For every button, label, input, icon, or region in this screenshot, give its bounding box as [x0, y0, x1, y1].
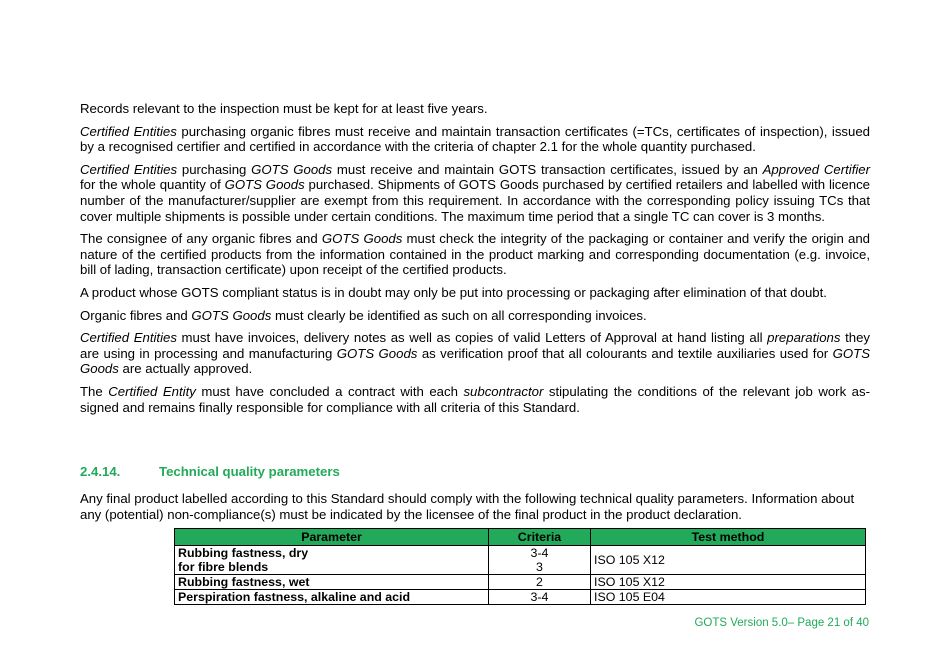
text-segment: must check the integrity of the packaging or container and verify the origin and nature of the certified products from the information contained in the product marking and corresponding documentation (e.g. invoice, bill of lading, transaction certificate) upon receipt of the certified products.: [80, 231, 871, 278]
text-segment: must receive and maintain GOTS transaction certificates, issued by an: [332, 161, 763, 177]
text-segment: must have invoices, delivery notes as well as copies of valid Letters of Approval at hand listing all: [176, 330, 768, 346]
term-certified-entity: Certified Entity: [108, 383, 196, 399]
text-segment: must clearly be identified as such on all corresponding invoices.: [271, 307, 647, 323]
cell-test-method: ISO 105 X12: [591, 546, 866, 575]
text-segment: for the whole quantity of: [80, 177, 225, 193]
cell-test-method: ISO 105 E04: [591, 590, 866, 605]
term-gots-goods: GOTS Goods: [251, 161, 333, 177]
term-certified-entities: Certified Entities: [80, 330, 177, 346]
paragraph-invoices: [80, 308, 870, 324]
text-segment: Organic fibres and: [80, 307, 192, 323]
term-preparations: preparations: [767, 330, 841, 346]
text-segment: The: [80, 383, 109, 399]
paragraph-consignee: [80, 231, 870, 278]
term-approved-certifier: Approved Certifier: [762, 161, 871, 177]
text-segment: purchasing organic fibres must receive and maintain transaction certificates (=TCs, certificates of inspection), issued by a recognised certifier and certified in accordance with the criteria of chapter 2.1 for the whole quantity purchased.: [80, 123, 871, 155]
text-segment: purchasing: [177, 161, 252, 177]
cell-parameter: Perspiration fastness, alkaline and acid: [175, 590, 489, 605]
page-footer: GOTS Version 5.0– Page 21 of 40: [694, 617, 869, 629]
cell-parameter: Rubbing fastness, wet: [175, 575, 489, 590]
cell-criteria: 3-4: [489, 590, 591, 605]
table-header-row: [175, 529, 866, 546]
text-segment: as verification proof that all colourants and textile auxiliaries used for: [417, 345, 833, 361]
cell-test-method: ISO 105 X12: [591, 575, 866, 590]
text-segment: purchased. Shipments of GOTS Goods purchased by certified retailers and labelled with licence number of the manufacturer/supplier are exempt from this requirement. In accordance with the corresponding policy issuing TCs that cover multiple shipments is possible under certain conditions. The maximum time period that a single TC can cover is 3 months.: [80, 177, 870, 224]
paragraph-letters-of-approval: [80, 330, 870, 377]
table-row: [175, 575, 866, 590]
term-gots-goods: GOTS Goods: [224, 177, 305, 193]
term-subcontractor: subcontractor: [463, 383, 544, 399]
term-gots-goods: GOTS Goods: [191, 307, 272, 323]
paragraph-doubt: A product whose GOTS compliant status is in doubt may only be put into processing or packaging after elimination of that doubt.: [80, 284, 827, 300]
document-body: [80, 101, 870, 422]
text-segment: must have concluded a contract with each: [195, 383, 464, 399]
paragraph-records: Records relevant to the inspection must be kept for at least five years.: [80, 101, 488, 116]
term-gots-goods: GOTS Goods: [336, 345, 418, 361]
term-gots-goods: GOTS Goods: [80, 345, 870, 377]
term-certified-entities: Certified Entities: [80, 161, 178, 177]
criteria-line: 3-4: [530, 546, 549, 560]
paragraph-gots-goods-tc: [80, 162, 870, 224]
paragraph-subcontractor: [80, 384, 870, 415]
cell-criteria: [489, 546, 591, 575]
cell-parameter: [175, 546, 489, 575]
section-intro: Any final product labelled according to this Standard should comply with the following technical quality parameters. Information about any (potential) non-compliance(s) must be indicated by the licensee of the final product in the product declaration.: [80, 491, 855, 522]
parameter-line: for fibre blends: [178, 560, 269, 574]
term-certified-entities: Certified Entities: [80, 123, 177, 139]
text-segment: are actually approved.: [118, 361, 253, 377]
text-segment: they are using in processing and manufacturing: [80, 330, 871, 361]
table-row: [175, 546, 866, 575]
column-header-criteria: Criteria: [489, 529, 591, 546]
paragraph-organic-fibres-tc: [80, 124, 870, 155]
section-title: Technical quality parameters: [159, 464, 340, 479]
section-heading: [80, 464, 340, 479]
column-header-test-method: Test method: [591, 529, 866, 546]
parameter-line: Rubbing fastness, dry: [178, 546, 309, 560]
table-row: [175, 590, 866, 605]
section-number: 2.4.14.: [80, 464, 121, 479]
text-segment: stipulating the conditions of the relevant job work as-signed and remains finally responsible for compliance with all criteria of this Standard.: [80, 383, 870, 415]
criteria-line: 3: [536, 560, 543, 574]
quality-parameters-table: [174, 528, 866, 605]
cell-criteria: 2: [489, 575, 591, 590]
column-header-parameter: Parameter: [175, 529, 489, 546]
text-segment: The consignee of any organic fibres and: [80, 231, 322, 247]
term-gots-goods: GOTS Goods: [321, 231, 403, 247]
